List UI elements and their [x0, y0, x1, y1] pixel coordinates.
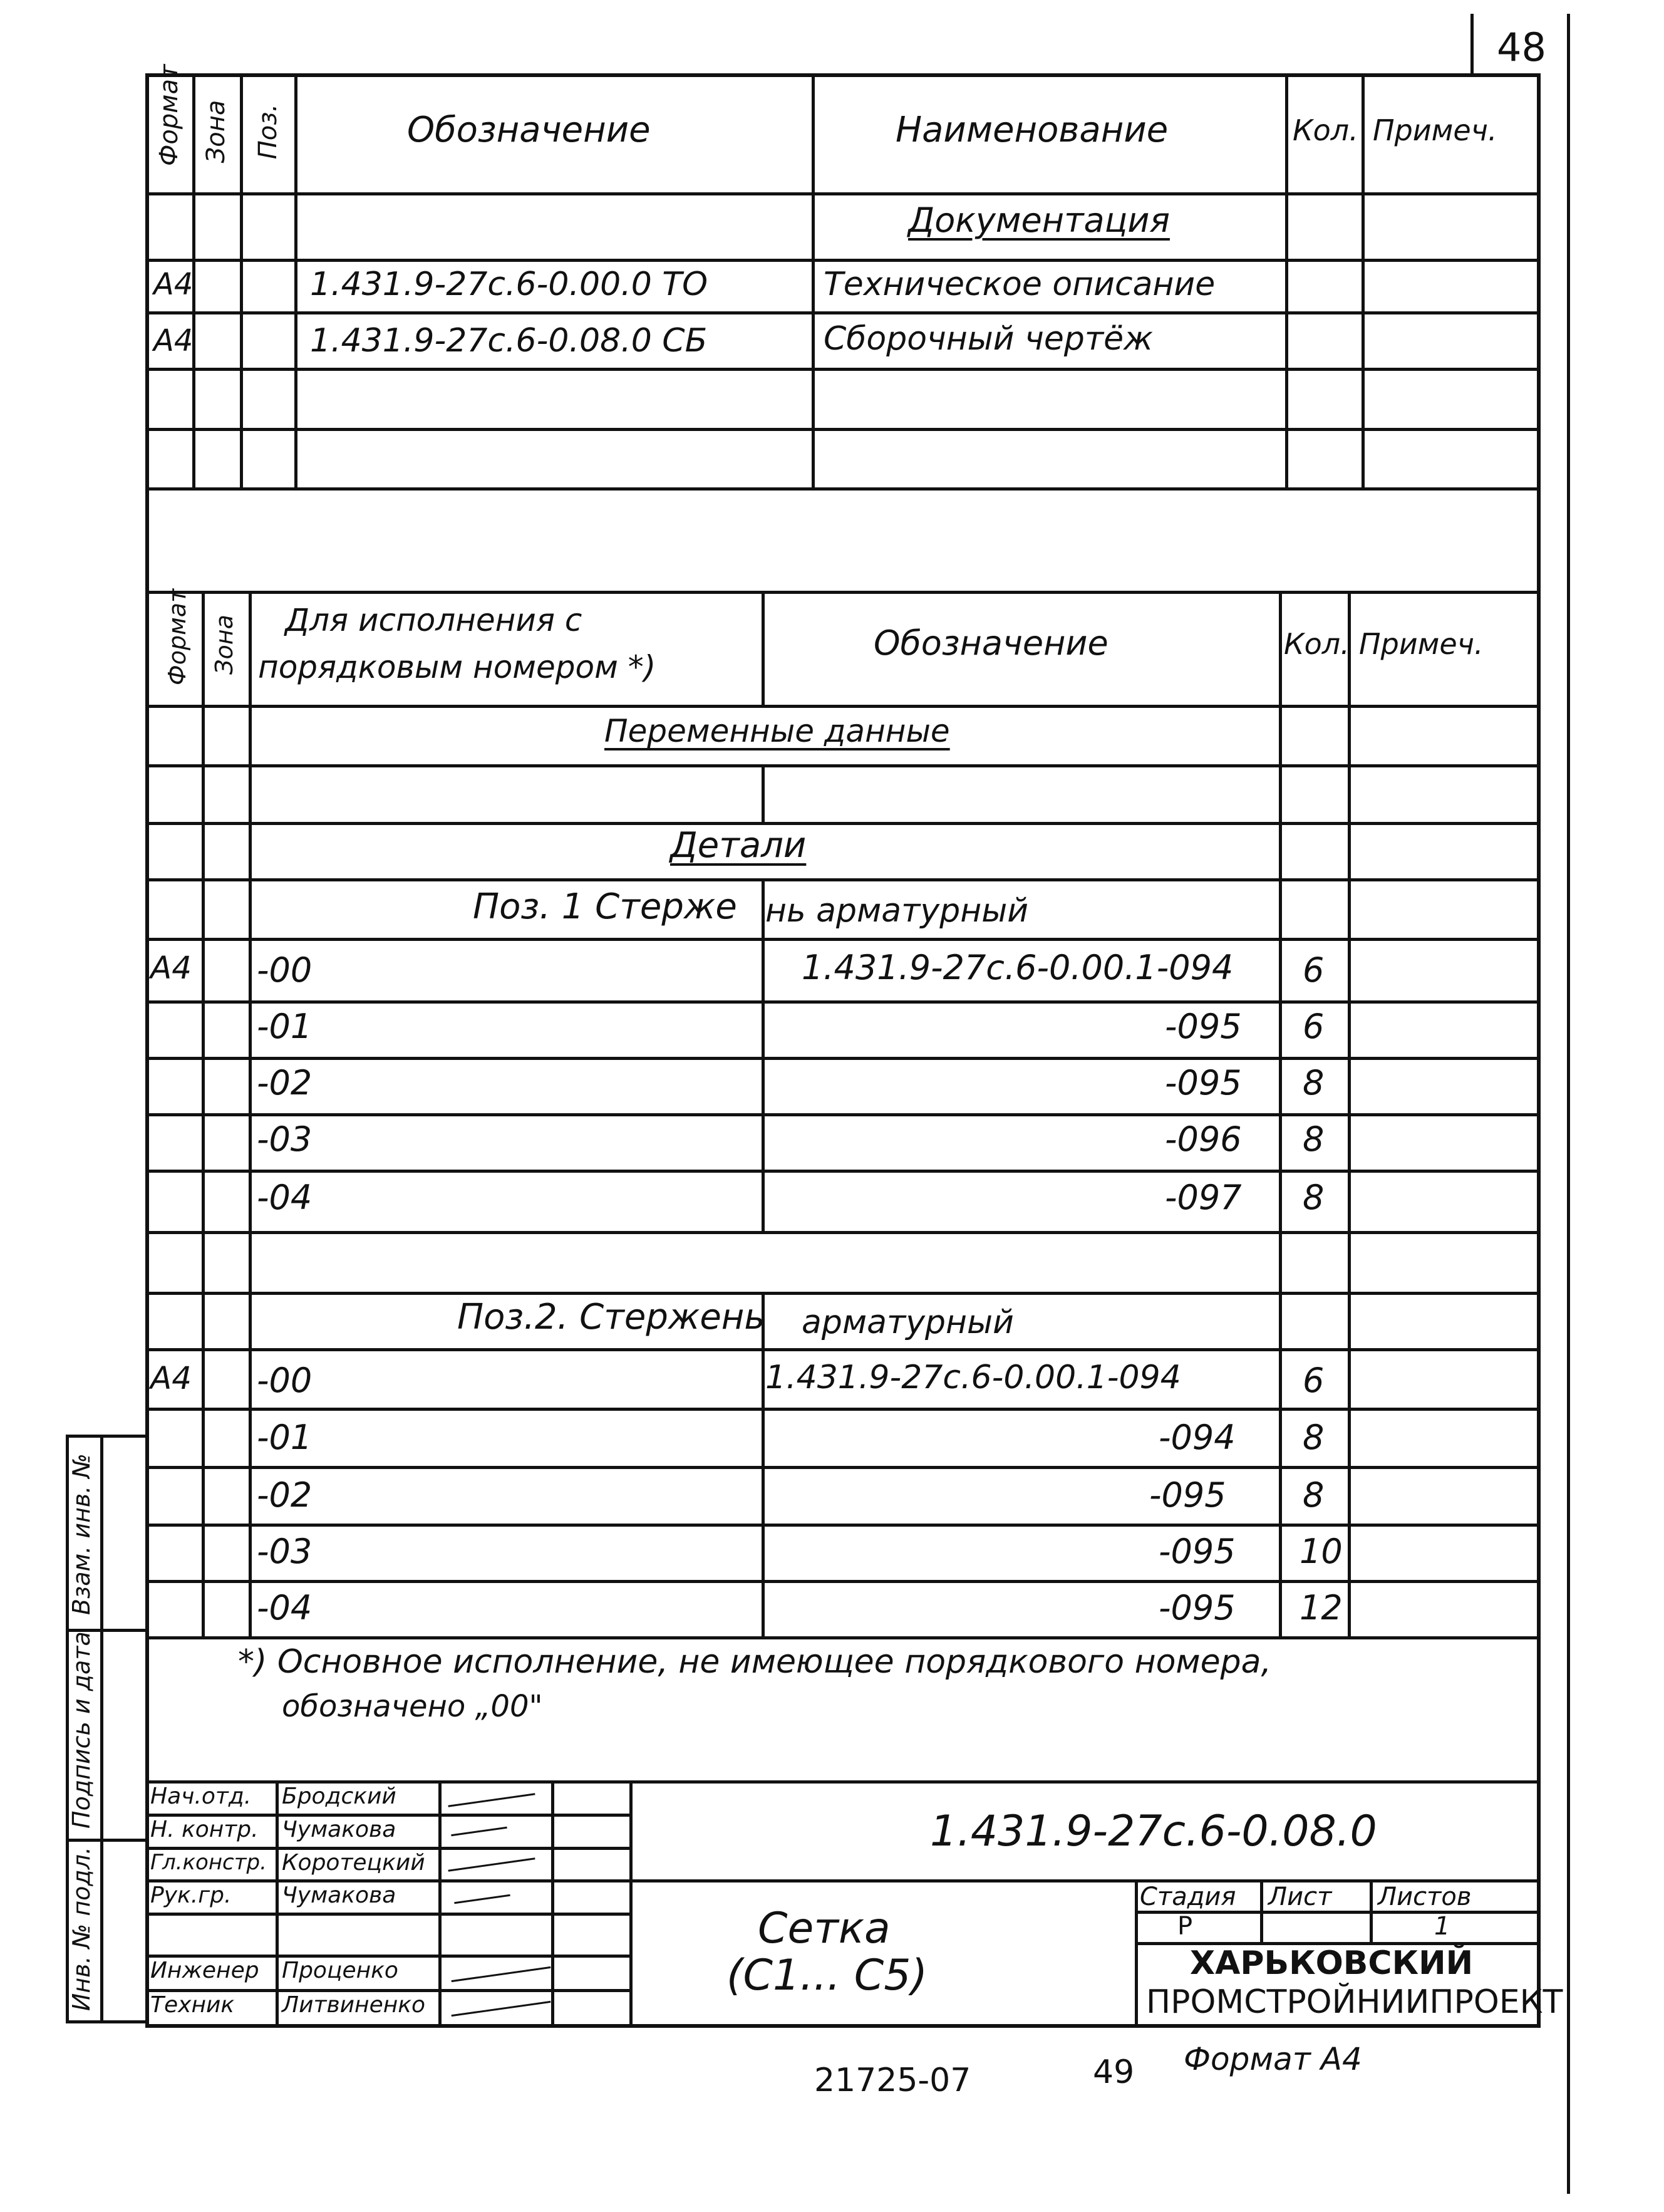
spec-row-format: А4 [153, 267, 194, 302]
sheet-number: 48 [1497, 24, 1546, 70]
spec-header-pos: Поз. [254, 103, 282, 160]
role-name: Проценко [282, 1958, 398, 1983]
group2-row-designation: -095 [1159, 1588, 1236, 1628]
group2-row-exec: -04 [257, 1588, 313, 1628]
role-name: Бродский [282, 1784, 396, 1809]
group1-row-qty: 8 [1303, 1063, 1325, 1103]
page-number: 49 [1093, 2054, 1135, 2091]
var-header-zone: Зона [210, 615, 238, 675]
group1-row-exec: -02 [257, 1063, 313, 1103]
group1-row-qty: 8 [1303, 1178, 1325, 1217]
var-table-top-line [145, 591, 1541, 594]
format-label: Формат А4 [1184, 2041, 1362, 2077]
spec-header-format: Формат [155, 64, 183, 166]
spec-row-name: Техническое описание [824, 266, 1216, 303]
spec-header-name: Наименование [896, 110, 1169, 150]
role-label: Н. контр. [150, 1817, 259, 1842]
var-section-variable-data: Переменные данные [604, 713, 950, 749]
var-header-format: Формат [163, 588, 191, 685]
group2-row-exec: -00 [257, 1361, 313, 1400]
spec-header-line [145, 192, 1541, 195]
group1-row-designation: -095 [1165, 1007, 1242, 1046]
group1-row-qty: 8 [1303, 1119, 1325, 1159]
group2-row-qty: 8 [1303, 1418, 1325, 1457]
spec-header-designation: Обозначение [407, 110, 651, 150]
spec-row-designation: 1.431.9-27с.6-0.00.0 ТО [310, 266, 708, 303]
group2-row-format: А4 [150, 1360, 192, 1396]
side-stamp-inv-orig: Инв. № подл. [68, 1846, 95, 2012]
role-name: Чумакова [282, 1817, 396, 1842]
spec-header-qty: Кол. [1293, 113, 1358, 147]
doc-code: 1.431.9-27с.6-0.08.0 [930, 1807, 1377, 1856]
group2-row-qty: 8 [1303, 1475, 1325, 1515]
group2-row-exec: -03 [257, 1532, 313, 1571]
group2-row-designation: -095 [1149, 1475, 1226, 1515]
org-line1: ХАРЬКОВСКИЙ [1190, 1945, 1474, 1982]
role-label: Гл.констр. [150, 1850, 267, 1875]
main-frame [145, 64, 1541, 2028]
sheet-right-edge [1567, 14, 1570, 2194]
archive-number: 21725-07 [814, 2062, 971, 2099]
spec-section-documentation: Документация [908, 200, 1170, 240]
sheets-label: Листов [1378, 1882, 1472, 1911]
footnote-line1: *) Основное исполнение, не имеющее порядкового номера, [238, 1643, 1272, 1681]
group1-title-b: нь арматурный [765, 892, 1029, 930]
role-name: Литвиненко [282, 1992, 426, 2018]
group1-row-qty: 6 [1303, 950, 1325, 990]
group2-row-exec: -02 [257, 1475, 313, 1515]
spec-row-designation: 1.431.9-27с.6-0.08.0 СБ [310, 322, 708, 360]
spec-row-name: Сборочный чертёж [824, 320, 1153, 358]
group2-row-qty: 12 [1300, 1588, 1343, 1628]
stage-value: Р [1177, 1912, 1193, 1941]
group1-row-qty: 6 [1303, 1007, 1325, 1046]
role-name: Чумакова [282, 1882, 396, 1908]
var-header-designation: Обозначение [874, 623, 1108, 663]
group2-row-qty: 6 [1303, 1361, 1325, 1400]
group2-row-qty: 10 [1300, 1532, 1343, 1571]
sheets-value: 1 [1434, 1912, 1450, 1941]
var-header-note: Примеч. [1359, 627, 1484, 661]
side-stamp-sign-date: Подпись и дата [68, 1631, 95, 1829]
group1-row-exec: -01 [257, 1007, 313, 1046]
stage-label: Стадия [1140, 1882, 1236, 1911]
sheet-label: Лист [1268, 1882, 1332, 1911]
var-header-execution-line1: Для исполнения с [285, 602, 582, 638]
group2-row-designation: -094 [1159, 1418, 1236, 1457]
var-section-details: Детали [670, 825, 807, 866]
org-line2: ПРОМСТРОЙНИИПРОЕКТ [1146, 1983, 1563, 2021]
group1-row-exec: -04 [257, 1178, 313, 1217]
group1-row-exec: -03 [257, 1119, 313, 1159]
side-stamp-replace-inv: Взам. инв. № [68, 1453, 95, 1616]
role-label: Рук.гр. [150, 1882, 232, 1908]
group2-title-b: арматурный [802, 1304, 1014, 1341]
group1-row-designation: 1.431.9-27с.6-0.00.1-094 [802, 948, 1234, 987]
group2-row-designation: -095 [1159, 1532, 1236, 1571]
group2-row-designation: 1.431.9-27с.6-0.00.1-094 [765, 1359, 1181, 1396]
var-header-execution-line2: порядковым номером *) [258, 649, 656, 685]
footnote-line2: обозначено „00" [282, 1689, 543, 1724]
spec-header-zone: Зона [202, 100, 230, 164]
group1-row-designation: -095 [1165, 1063, 1242, 1103]
role-label: Инженер [150, 1958, 259, 1983]
role-label: Нач.отд. [150, 1784, 252, 1809]
role-label: Техник [150, 1992, 235, 2018]
group1-title-a: Поз. 1 Стерже [473, 886, 737, 927]
group2-row-exec: -01 [257, 1418, 313, 1457]
title-line2: (С1... С5) [726, 1951, 928, 2000]
group2-title-a: Поз.2. Стержень [457, 1297, 765, 1337]
var-header-qty: Кол. [1284, 627, 1350, 661]
spec-row-format: А4 [153, 323, 194, 358]
group1-row-format: А4 [150, 950, 192, 986]
sheet-number-box-left [1470, 14, 1474, 73]
group1-row-exec: -00 [257, 950, 313, 990]
title-line1: Сетка [758, 1904, 891, 1953]
group1-row-designation: -097 [1165, 1178, 1242, 1217]
role-name: Коротецкий [282, 1850, 425, 1876]
group1-row-designation: -096 [1165, 1119, 1242, 1159]
spec-header-note: Примеч. [1373, 113, 1497, 147]
